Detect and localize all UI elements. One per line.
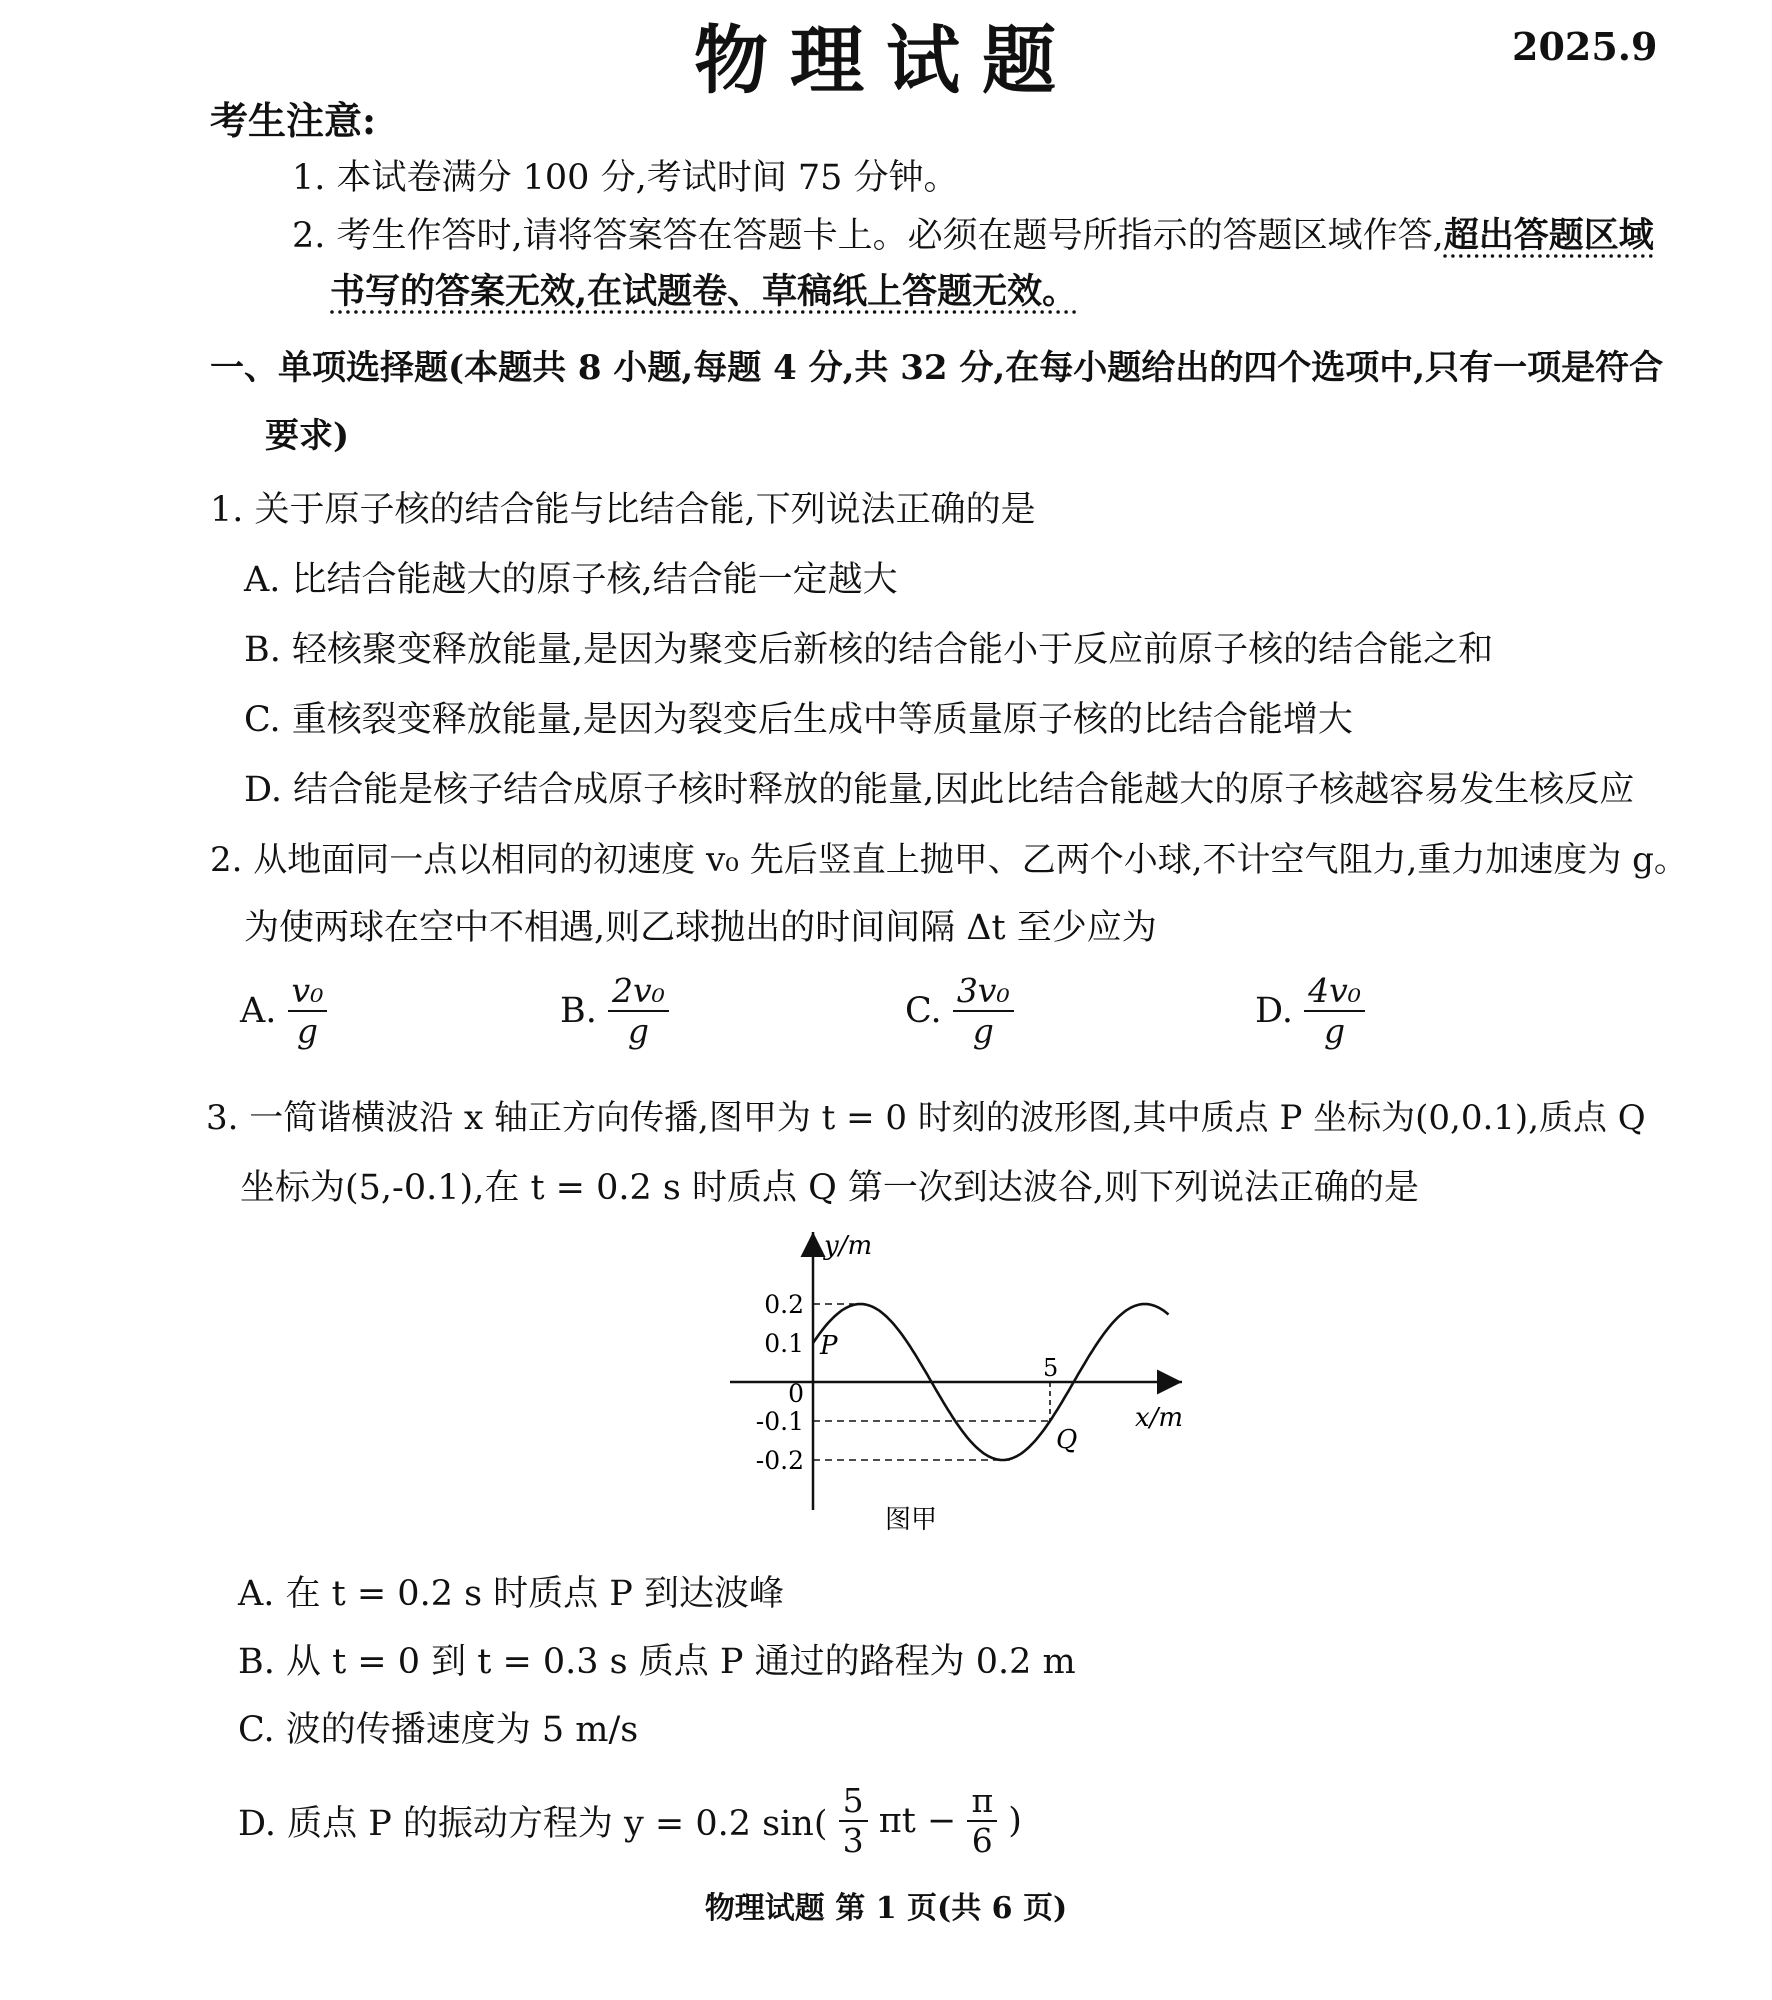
section-heading: 一、单项选择题(本题共 8 小题,每题 4 分,共 32 分,在每小题给出的四个选项中,只有一项是符合 bbox=[210, 348, 1664, 388]
q3-option-d-frac2-den: 6 bbox=[971, 1820, 993, 1860]
q3-option-d-suffix: ) bbox=[1008, 1800, 1022, 1841]
notice-item-2 bbox=[292, 208, 1654, 258]
page-footer: 物理试题 第 1 页(共 6 页) bbox=[704, 1891, 1068, 1926]
q1-option-a: A. 比结合能越大的原子核,结合能一定越大 bbox=[244, 560, 898, 600]
q2-option-a bbox=[240, 972, 327, 1050]
q2-option-d-den: g bbox=[1323, 1010, 1346, 1050]
q2-option-a-label: A. bbox=[240, 990, 277, 1031]
q2-option-a-den: g bbox=[296, 1010, 319, 1050]
wave-figure bbox=[720, 1220, 1220, 1550]
q1-option-d: D. 结合能是核子结合成原子核时释放的能量,因此比结合能越大的原子核越容易发生核反应 bbox=[244, 770, 1635, 810]
q3-option-d-frac1-num: 5 bbox=[839, 1782, 868, 1822]
figure-caption: 图甲 bbox=[885, 1505, 938, 1535]
q3-option-a: A. 在 t = 0.2 s 时质点 P 到达波峰 bbox=[238, 1574, 784, 1614]
q2-option-b-den: g bbox=[627, 1010, 649, 1050]
notice-item-2-text: 2. 考生作答时,请将答案答在答题卡上。必须在题号所指示的答题区域作答, bbox=[292, 216, 1444, 256]
q2-option-b-num: 2v₀ bbox=[608, 972, 669, 1012]
q2-option-d bbox=[1255, 972, 1365, 1050]
tick-y-0.1: 0.1 bbox=[764, 1329, 804, 1358]
q1-option-c: C. 重核裂变释放能量,是因为裂变后生成中等质量原子核的比结合能增大 bbox=[244, 700, 1353, 740]
q2-stem-line2: 为使两球在空中不相遇,则乙球抛出的时间间隔 Δt 至少应为 bbox=[244, 908, 1157, 948]
tick-y-0.2: 0.2 bbox=[764, 1290, 804, 1319]
q3-option-d-frac2 bbox=[967, 1782, 997, 1860]
notice-item-2-cont: 书写的答案无效,在试题卷、草稿纸上答题无效。 bbox=[330, 271, 1078, 312]
section-heading-cont: 要求) bbox=[265, 416, 350, 456]
tick-y-0: 0 bbox=[788, 1379, 804, 1408]
q2-option-c-label: C. bbox=[905, 990, 942, 1031]
q2-option-d-label: D. bbox=[1255, 990, 1293, 1031]
notice-item-2-emphasis: 超出答题区域 bbox=[1443, 215, 1654, 256]
q2-option-a-num: v₀ bbox=[288, 972, 328, 1012]
q2-option-d-num: 4v₀ bbox=[1304, 972, 1365, 1012]
q3-option-d-frac1-den: 3 bbox=[842, 1820, 864, 1860]
x-axis-label: x/m bbox=[1135, 1403, 1184, 1433]
q3-option-d-frac2-num: π bbox=[967, 1782, 997, 1822]
q2-option-b-label: B. bbox=[560, 990, 597, 1031]
q3-stem-line2: 坐标为(5,-0.1),在 t = 0.2 s 时质点 Q 第一次到达波谷,则下列说法正确的是 bbox=[240, 1168, 1420, 1208]
q3-option-d-frac1 bbox=[839, 1782, 868, 1860]
q2-option-c bbox=[905, 972, 1014, 1050]
q3-option-d-prefix: D. 质点 P 的振动方程为 y = 0.2 sin( bbox=[238, 1803, 828, 1844]
q3-option-c: C. 波的传播速度为 5 m/s bbox=[238, 1710, 639, 1750]
q2-option-b bbox=[560, 972, 669, 1050]
point-p-label: P bbox=[820, 1331, 838, 1361]
y-axis-label: y/m bbox=[824, 1231, 873, 1261]
q2-option-a-fraction bbox=[288, 972, 328, 1050]
q2-stem-line1: 2. 从地面同一点以相同的初速度 v₀ 先后竖直上抛甲、乙两个小球,不计空气阻力,重力加速度为 g。 bbox=[210, 840, 1688, 880]
q2-option-d-fraction bbox=[1304, 972, 1365, 1050]
q3-option-d bbox=[238, 1782, 1022, 1860]
q2-option-c-fraction bbox=[953, 972, 1014, 1050]
notice-item-1: 1. 本试卷满分 100 分,考试时间 75 分钟。 bbox=[292, 158, 959, 198]
q3-stem-line1: 3. 一简谐横波沿 x 轴正方向传播,图甲为 t = 0 时刻的波形图,其中质点 P 坐标为(0,0.1),质点 Q bbox=[206, 1098, 1646, 1138]
q2-option-b-fraction bbox=[608, 972, 669, 1050]
tick-x-5: 5 bbox=[1043, 1354, 1059, 1382]
point-q-label: Q bbox=[1056, 1425, 1078, 1455]
q2-option-c-num: 3v₀ bbox=[953, 972, 1014, 1012]
exam-date: 2025.9 bbox=[1512, 24, 1658, 69]
q1-stem: 1. 关于原子核的结合能与比结合能,下列说法正确的是 bbox=[210, 490, 1036, 530]
q3-option-d-mid: πt − bbox=[878, 1800, 957, 1841]
q1-option-b: B. 轻核聚变释放能量,是因为聚变后新核的结合能小于反应前原子核的结合能之和 bbox=[244, 630, 1494, 670]
q2-option-c-den: g bbox=[972, 1010, 994, 1050]
tick-y-neg-0.2: -0.2 bbox=[755, 1446, 804, 1475]
page-title: 物理试题 bbox=[694, 18, 1078, 104]
tick-y-neg-0.1: -0.1 bbox=[755, 1407, 804, 1436]
notice-heading: 考生注意: bbox=[210, 98, 377, 143]
q3-option-b: B. 从 t = 0 到 t = 0.3 s 质点 P 通过的路程为 0.2 m bbox=[238, 1642, 1076, 1682]
